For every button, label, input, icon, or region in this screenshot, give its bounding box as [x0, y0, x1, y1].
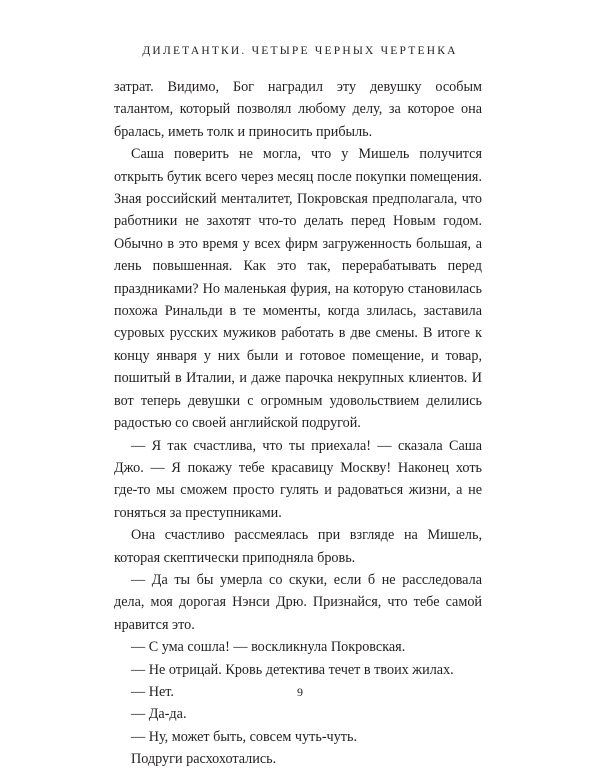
paragraph: Она счастливо рассмеялась при взгляде на Мишель, которая скептически приподняла бровь. — [114, 527, 482, 566]
running-head: ДИЛЕТАНТКИ. ЧЕТЫРЕ ЧЕРНЫХ ЧЕРТЕНКА — [142, 45, 458, 57]
page-number: 9 — [297, 685, 303, 699]
paragraph: — Нет. — [131, 683, 174, 700]
paragraph: — Не отрицай. Кровь детектива течет в твоих жилах. — [131, 661, 454, 678]
paragraph: — Да-да. — [131, 706, 187, 723]
paragraph: Подруги расхохотались. — [131, 751, 277, 768]
body-text — [114, 76, 482, 771]
paragraph: — Да ты бы умерла со скуки, если б не расследовала дела, моя дорогая Нэнси Дрю. Признайся, что тебе самой нравится это. — [114, 571, 482, 633]
paragraph: — Я так счастлива, что ты приехала! — сказала Саша Джо. — Я покажу тебе красавицу Москву! Наконец хоть где-то мы сможем просто гулять и радоваться жизни, а не гоняться за преступниками. — [114, 437, 482, 521]
paragraph: Саша поверить не могла, что у Мишель получится открыть бутик всего через месяц после покупки помещения. Зная российский менталитет, Покровская предполагала, что работники не захотят что-то делать перед Новым годом. Обычно в это время у всех фирм загруженность большая, а лень повышенная. Как это так, перерабатывать перед праздниками? Но маленькая фурия, на которую становилась похожа Ринальди в те моменты, когда злилась, заставила суровых русских мужиков работать в две смены. В итоге к концу января у них были и готовое помещение, и товар, пошитый в Италии, и даже парочка некрупных клиентов. И вот теперь девушки с огромным удовольствием делились радостью со своей английской подругой. — [114, 146, 482, 432]
paragraph: — Ну, может быть, совсем чуть-чуть. — [131, 728, 358, 745]
paragraph: затрат. Видимо, Бог наградил эту девушку особым талантом, который позволял любому делу, за которое она бралась, иметь толк и приносить прибыль. — [114, 79, 482, 140]
paragraph: — С ума сошла! — воскликнула Покровская. — [131, 639, 406, 656]
